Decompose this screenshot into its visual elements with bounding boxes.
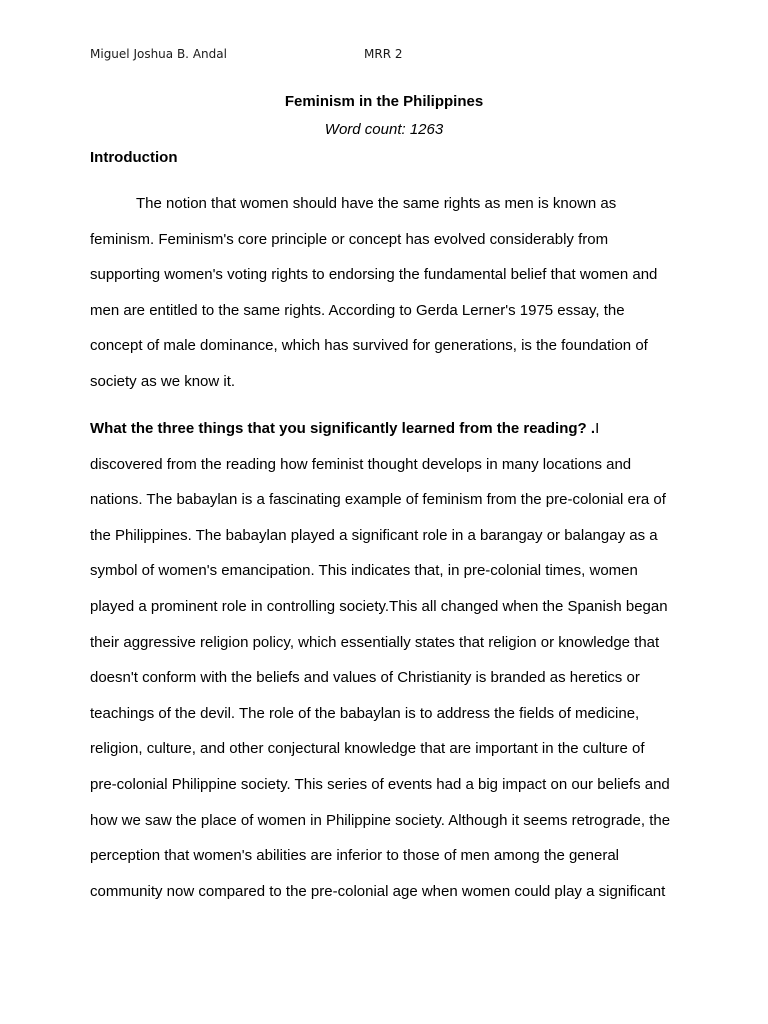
paragraph-line: community now compared to the pre-colonial age when women could play a significant [90, 882, 666, 900]
introduction-paragraph [90, 186, 690, 400]
paragraph-line: pre-colonial Philippine society. This series of events had a big impact on our beliefs and [90, 775, 670, 793]
paragraph-line: The notion that women should have the same rights as men is known as [136, 195, 617, 212]
paragraph-line: how we saw the place of women in Philippine society. Although it seems retrograde, the [90, 811, 671, 829]
word-count: Word count: 1263 [324, 121, 444, 138]
paragraph-line: teachings of the devil. The role of the babaylan is to address the fields of medicine, [90, 704, 640, 722]
paragraph-line: doesn't conform with the beliefs and values of Christianity is branded as heretics or [90, 669, 640, 687]
paragraph-line: perception that women's abilities are inferior to those of men among the general [90, 847, 619, 865]
paragraph-line: symbol of women's emancipation. This indicates that, in pre-colonial times, women [90, 562, 638, 580]
paragraph-line: feminism. Feminism's core principle or concept has evolved considerably from [90, 230, 609, 248]
document-title: Feminism in the Philippines [284, 93, 484, 110]
paragraph-line: religion, culture, and other conjectural knowledge that are important in the culture of [90, 740, 645, 758]
paragraph-line: the Philippines. The babaylan played a significant role in a barangay or balangay as a [90, 526, 658, 544]
paragraph-line: society as we know it. [90, 372, 236, 390]
header-author: Miguel Joshua B. Andal [90, 47, 227, 61]
paragraph-line: their aggressive religion policy, which essentially states that religion or knowledge that [90, 633, 660, 651]
learned-paragraph [90, 411, 690, 909]
paragraph-line: men are entitled to the same rights. According to Gerda Lerner's 1975 essay, the [90, 301, 625, 319]
paragraph-line: played a prominent role in controlling society.This all changed when the Spanish began [90, 597, 668, 615]
paragraph-line: concept of male dominance, which has survived for generations, is the foundation of [90, 337, 648, 355]
answer-start: I [595, 420, 600, 437]
reading-question: What the three things that you significantly learned from the reading? . [90, 420, 596, 437]
question-line [90, 411, 690, 447]
introduction-heading: Introduction [90, 149, 178, 166]
paragraph-line: nations. The babaylan is a fascinating example of feminism from the pre-colonial era of [90, 491, 666, 509]
paragraph-line: supporting women's voting rights to endorsing the fundamental belief that women and [90, 266, 658, 284]
header-course: MRR 2 [364, 47, 403, 61]
paragraph-line: discovered from the reading how feminist thought develops in many locations and [90, 455, 632, 473]
